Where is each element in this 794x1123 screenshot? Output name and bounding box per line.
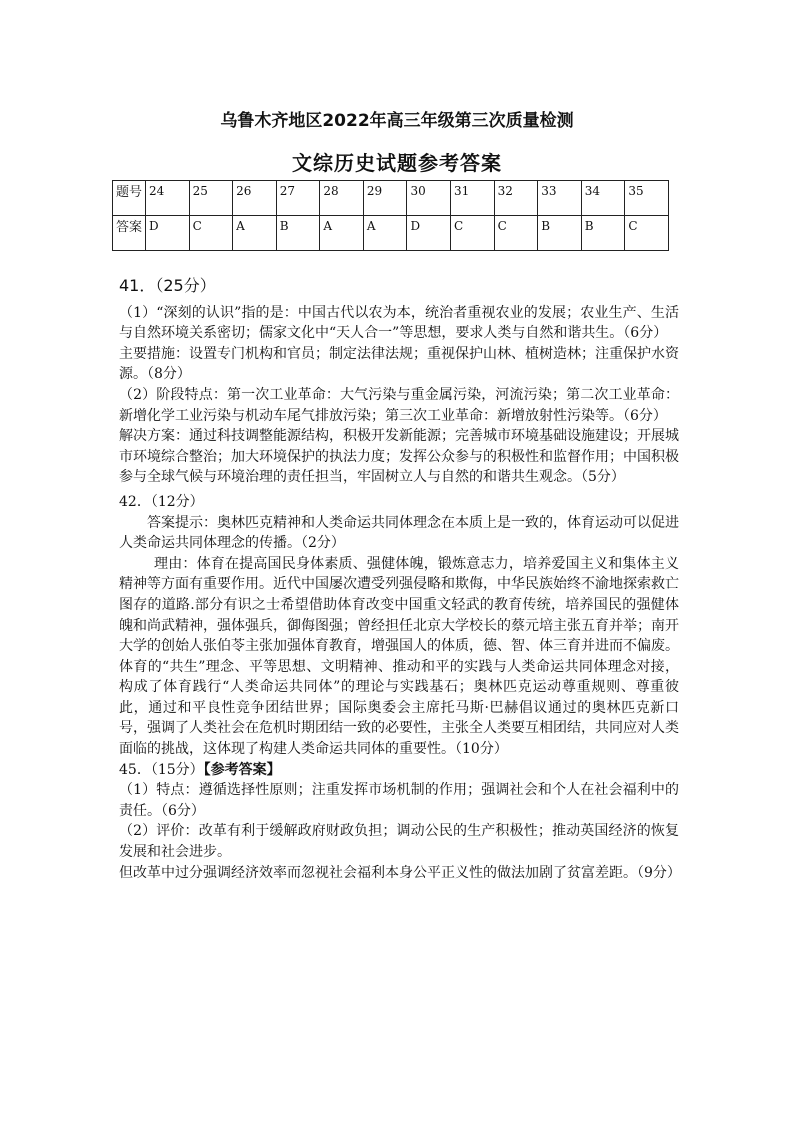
q45-part2-continued: 但改革中过分强调经济效率而忽视社会福利本身公平正义性的做法加剧了贫富差距。（9分） [119,864,681,881]
question-number-cell: 33 [538,181,582,216]
answer-cell: A [233,216,277,251]
answer-cell: C [451,216,495,251]
q41-part2-answer: （2）阶段特点：第一次工业革命：大气污染与重金属污染，河流污染；第二次工业革命：新增化学工业污染与机动车尾气排放污染；第三次工业革命：新增放射性污染等。（6分） [119,386,679,424]
question-number-cell: 35 [625,181,669,216]
answer-cell: C [494,216,538,251]
q41-heading: 41．（25分） [119,276,216,295]
answer-cell: B [581,216,625,251]
q41-solutions-answer: 解决方案：通过科技调整能源结构，积极开发新能源；完善城市环境基础设施建设；开展城市环境综合整治；加大环境保护的执法力度；发挥公众参与的积极性和监督作用；中国积极参与全球气候与环境治理的责任担当，牢固树立人与自然的和谐共生观念。（5分） [119,428,679,486]
question-number-cell: 24 [146,181,190,216]
answer-table [112,180,669,251]
q41-part1-answer: （1）“深刻的认识”指的是：中国古代以农为本，统治者重视农业的发展；农业生产、生活与自然环境关系密切；儒家文化中“天人合一”等思想，要求人类与自然和谐共生。（6分） [119,304,679,342]
answer-cell: C [189,216,233,251]
q45-reference-label: 【参考答案】 [203,761,281,778]
q42-heading: 42．（12分） [119,493,204,510]
q42-answer-hint: 答案提示：奥林匹克精神和人类命运共同体理念在本质上是一致的，体育运动可以促进人类命运共同体理念的传播。（2分） [119,514,679,552]
q45-part1-answer: （1）特点：遵循选择性原则；注重发挥市场机制的作用；强调社会和个人在社会福利中的责任。（6分） [119,782,679,819]
question-number-cell: 26 [233,181,277,216]
question-number-cell: 27 [276,181,320,216]
answer-cell: C [625,216,669,251]
answer-cell: D [146,216,190,251]
question-number-cell: 28 [320,181,364,216]
q45-part2-answer: （2）评价：改革有利于缓解政府财政负担；调动公民的生产积极性；推动英国经济的恢复发展和社会进步。 [119,823,679,861]
question-number-cell: 29 [363,181,407,216]
answer-body [119,276,679,883]
exam-title: 乌鲁木齐地区2022年高三年级第三次质量检测 [220,111,574,131]
question-number-cell: 34 [581,181,625,216]
answer-key-title: 文综历史试题参考答案 [292,151,502,175]
q45-score: 45．（15分） [119,761,204,778]
question-number-label: 题号 [113,181,146,216]
answer-cell: D [407,216,451,251]
answer-cell: B [538,216,582,251]
question-number-row [113,181,669,216]
q45-heading [119,760,679,781]
question-number-cell: 32 [494,181,538,216]
question-number-cell: 30 [407,181,451,216]
q41-measures-answer: 主要措施：设置专门机构和官员；制定法律法规；重视保护山林、植树造林；注重保护水资源。（8分） [119,345,679,383]
question-number-cell: 25 [189,181,233,216]
answer-cell: A [320,216,364,251]
answer-cell: A [363,216,407,251]
answer-label: 答案 [113,216,146,251]
question-number-cell: 31 [451,181,495,216]
q42-reason: 理由：体育在提高国民身体素质、强健体魄，锻炼意志力，培养爱国主义和集体主义精神等方面有重要作用。近代中国屡次遭受列强侵略和欺侮，中华民族始终不渝地探索救亡图存的道路.部分有识之士希望借助体育改变中国重文轻武的教育传统，培养国民的强健体魄和尚武精神，强体强兵，御侮图强；曾经担任北京大学校长的蔡元培主张五育并举；南开大学的创始人张伯苓主张加强体育教育，增强国人的体质，德、智、体三育并进而不偏废。体育的“共生”理念、平等思想、文明精神、推动和平的实践与人类命运共同体理念对接，构成了体育践行“人类命运共同体”的理论与实践基石；奥林匹克运动尊重规则、尊重彼此，通过和平良性竞争团结世界；国际奥委会主席托马斯·巴赫倡议通过的奥林匹克新口号，强调了人类社会在危机时期团结一致的必要性，主张全人类要互相团结，共同应对人类面临的挑战，这体现了构建人类命运共同体的重要性。（10分） [119,555,679,758]
answer-row [113,216,669,251]
answer-cell: B [276,216,320,251]
